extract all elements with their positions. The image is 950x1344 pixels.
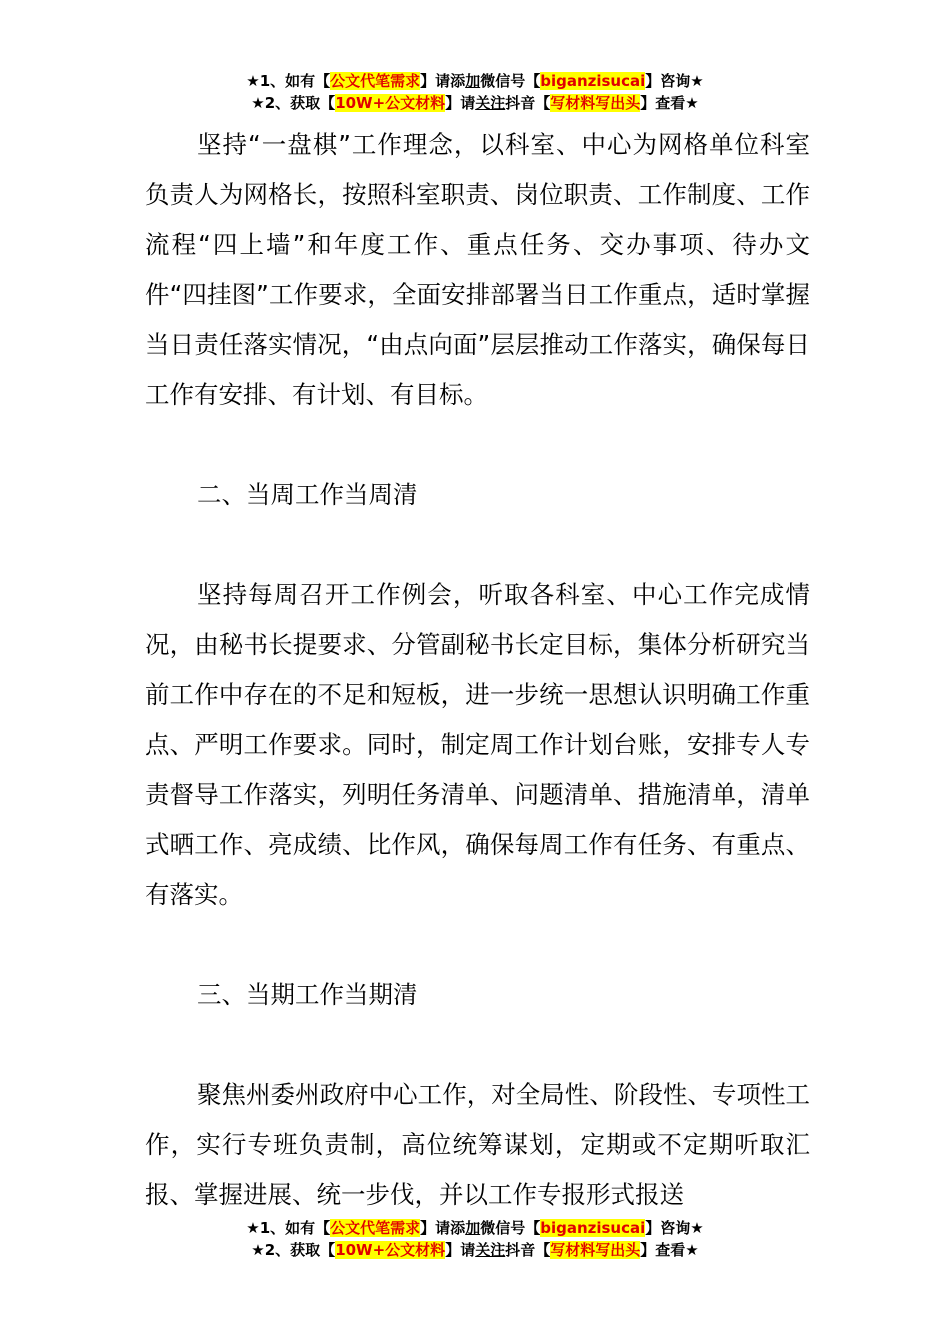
spacer: [145, 920, 810, 970]
banner-text: 微信号【: [480, 72, 541, 90]
banner-text: 抖音【: [505, 1241, 551, 1259]
highlight-wechat-id: biganzisucai: [540, 72, 646, 90]
banner-text: 】请添: [420, 1219, 466, 1237]
banner-text: 抖音【: [505, 94, 551, 112]
banner-text: 】请: [445, 94, 476, 112]
banner-text-underlined: 加: [465, 72, 481, 90]
banner-text-underlined: 加: [465, 1219, 481, 1237]
banner-text-underlined: 关注: [475, 1241, 506, 1259]
banner-text: ★1、如有【: [246, 72, 331, 90]
spacer: [145, 420, 810, 470]
banner-text: 】查看★: [640, 1241, 699, 1259]
highlight-materials: 10W+公文材料: [335, 1241, 446, 1259]
highlight-douyin-account: 写材料写出头: [550, 94, 641, 112]
banner-text: ★2、获取【: [251, 1241, 336, 1259]
banner-text: ★2、获取【: [251, 94, 336, 112]
section-heading-3: 三、当期工作当期清: [197, 980, 418, 1009]
document-body: [145, 120, 810, 1220]
highlight-douyin-account: 写材料写出头: [550, 1241, 641, 1259]
highlight-materials: 10W+公文材料: [335, 94, 446, 112]
highlight-wechat-id: biganzisucai: [540, 1219, 646, 1237]
banner-text: ★1、如有【: [246, 1219, 331, 1237]
banner-text: 】咨询★: [645, 1219, 704, 1237]
banner-text: 】请添: [420, 72, 466, 90]
banner-text: 】请: [445, 1241, 476, 1259]
spacer: [145, 1020, 810, 1070]
section-heading-2: 二、当周工作当周清: [197, 480, 418, 509]
banner-text: 微信号【: [480, 1219, 541, 1237]
paragraph-2: 坚持每周召开工作例会，听取各科室、中心工作完成情况，由秘书长提要求、分管副秘书长定目标，集体分析研究当前工作中存在的不足和短板，进一步统一思想认识明确工作重点、严明工作要求。同时，制定周工作计划台账，安排专人专责督导工作落实，列明任务清单、问题清单、措施清单，清单式晒工作、亮成绩、比作风，确保每周工作有任务、有重点、有落实。: [145, 580, 810, 909]
footer-banner: [0, 1217, 950, 1261]
banner-line-2: [0, 92, 950, 114]
spacer: [145, 520, 810, 570]
banner-line-2: [0, 1239, 950, 1261]
banner-line-1: [0, 70, 950, 92]
banner-line-1: [0, 1217, 950, 1239]
banner-text: 】查看★: [640, 94, 699, 112]
header-banner: [0, 70, 950, 114]
banner-text: 】咨询★: [645, 72, 704, 90]
highlight-ghostwriting: 公文代笔需求: [330, 72, 421, 90]
highlight-ghostwriting: 公文代笔需求: [330, 1219, 421, 1237]
paragraph-3: 聚焦州委州政府中心工作，对全局性、阶段性、专项性工作，实行专班负责制，高位统筹谋划，定期或不定期听取汇报、掌握进展、统一步伐，并以工作专报形式报送: [145, 1080, 810, 1209]
banner-text-underlined: 关注: [475, 94, 506, 112]
paragraph-1: 坚持“一盘棋”工作理念，以科室、中心为网格单位科室负责人为网格长，按照科室职责、岗位职责、工作制度、工作流程“四上墙”和年度工作、重点任务、交办事项、待办文件“四挂图”工作要求，全面安排部署当日工作重点，适时掌握当日责任落实情况，“由点向面”层层推动工作落实，确保每日工作有安排、有计划、有目标。: [145, 130, 810, 409]
